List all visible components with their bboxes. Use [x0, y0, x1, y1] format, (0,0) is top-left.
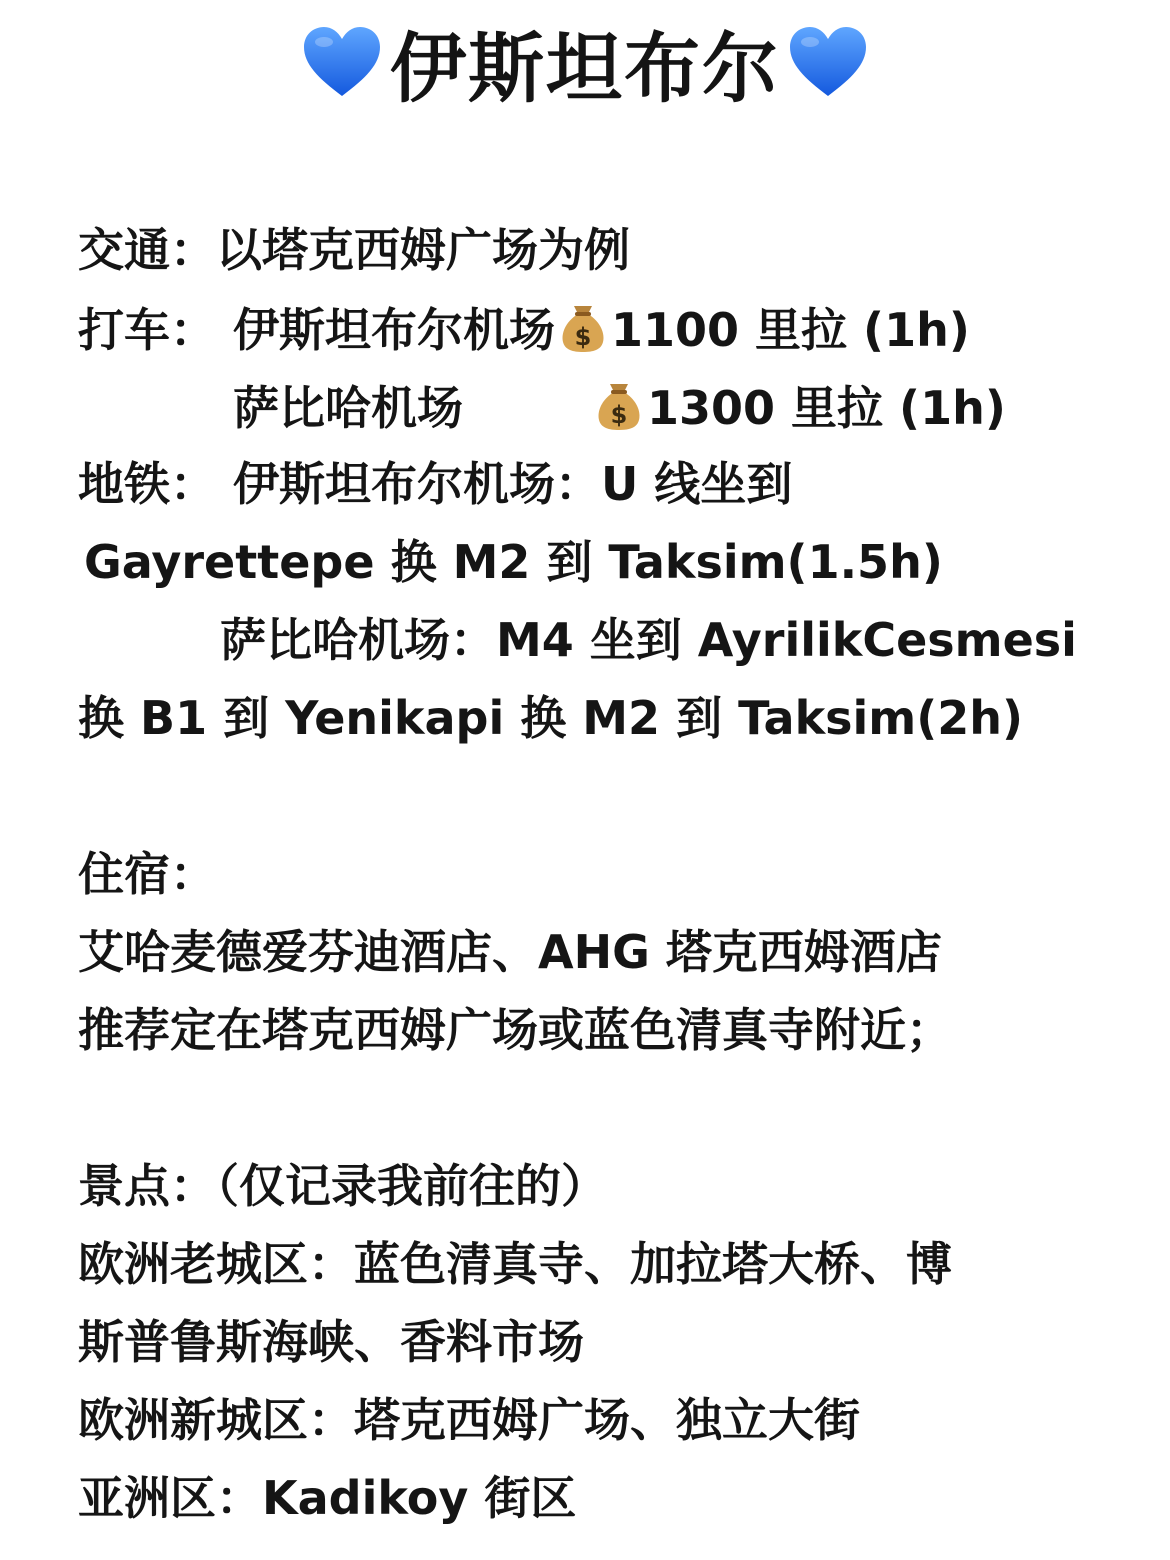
transport-label: 交通：	[78, 223, 216, 277]
taxi-label: 打车：	[78, 303, 216, 357]
accommodation-hotels: 艾哈麦德爱芬迪酒店、AHG 塔克西姆酒店	[78, 925, 942, 979]
taxi-price-2: 1300 里拉 (1h)	[647, 381, 1006, 435]
metro-row-4: 换 B1 到 Yenikapi 换 M2 到 Taksim(2h)	[78, 691, 1024, 745]
sights-asia: 亚洲区：Kadikoy 街区	[78, 1471, 577, 1525]
metro-label: 地铁：	[78, 457, 216, 511]
money-bag-icon	[593, 376, 645, 432]
money-bag-icon	[557, 298, 609, 354]
metro-row-1	[78, 454, 792, 514]
accommodation-label: 住宿：	[78, 847, 216, 901]
svg-text:$: $	[610, 401, 628, 429]
sights-new-city: 欧洲新城区：塔克西姆广场、独立大街	[78, 1393, 860, 1447]
sights-old-city-2: 斯普鲁斯海峡、香料市场	[78, 1315, 584, 1369]
sights-label: 景点：（仅记录我前往的）	[78, 1159, 607, 1213]
taxi-price-1: 1100 里拉 (1h)	[611, 303, 970, 357]
blue-heart-icon	[786, 24, 870, 100]
transport-intro	[78, 220, 630, 280]
accommodation-recommendation: 推荐定在塔克西姆广场或蓝色清真寺附近；	[78, 1003, 952, 1057]
title-text: 伊斯坦布尔	[390, 23, 780, 113]
transport-intro-text: 以塔克西姆广场为例	[216, 223, 630, 277]
metro-row-3: 萨比哈机场：M4 坐到 AyrilikCesmesi	[220, 613, 1077, 667]
metro-line-1: 伊斯坦布尔机场：U 线坐到	[233, 457, 793, 511]
page-title	[0, 12, 1170, 112]
taxi-row-1	[78, 298, 970, 360]
svg-text:$: $	[574, 323, 592, 351]
taxi-row-2	[233, 376, 1006, 438]
metro-row-2: Gayrettepe 换 M2 到 Taksim(1.5h)	[84, 535, 943, 589]
taxi-airport-1: 伊斯坦布尔机场	[233, 303, 555, 357]
blue-heart-icon	[300, 24, 384, 100]
taxi-airport-2: 萨比哈机场	[233, 381, 463, 435]
sights-old-city-1: 欧洲老城区：蓝色清真寺、加拉塔大桥、博	[78, 1237, 952, 1291]
